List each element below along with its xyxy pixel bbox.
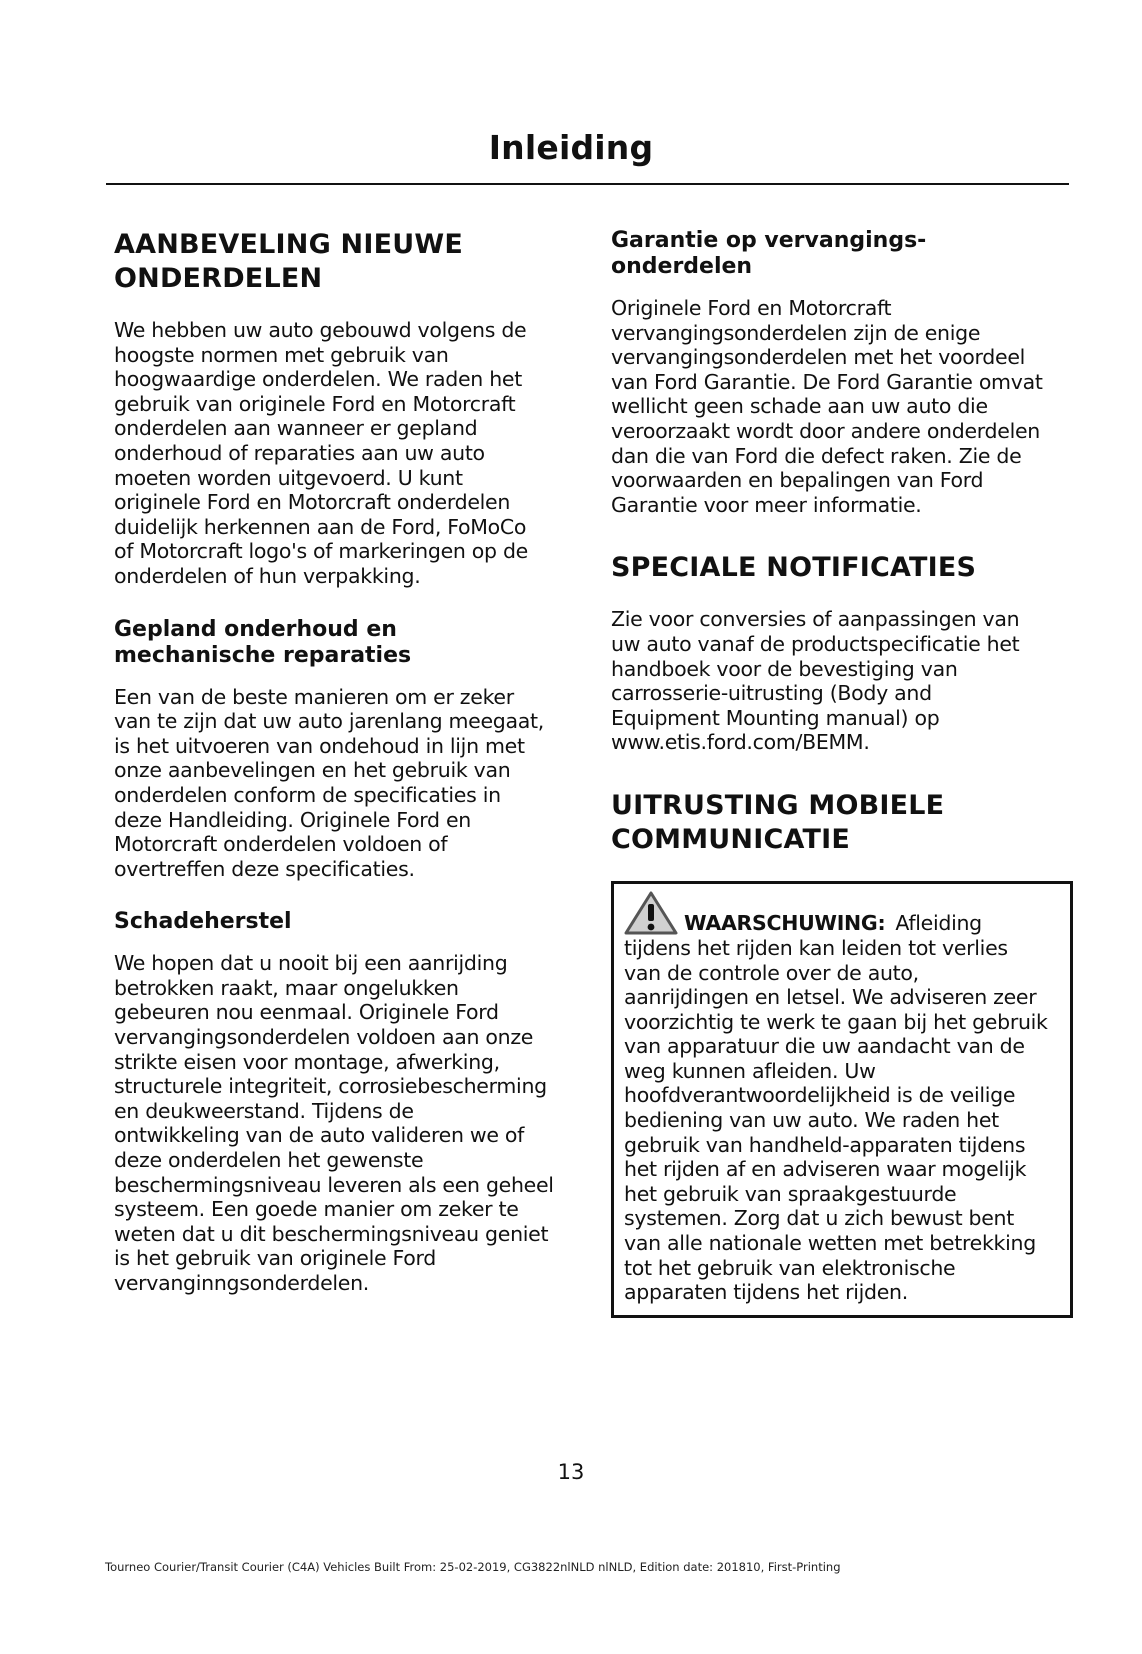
text-line: carrosserie-uitrusting (Body and bbox=[611, 681, 932, 706]
text-line: en deukweerstand. Tijdens de bbox=[114, 1098, 414, 1123]
text-line: veroorzaakt wordt door andere onderdelen bbox=[611, 418, 1040, 443]
text-line: Een van de beste manieren om er zeker bbox=[114, 684, 514, 709]
text-line: vervangingsonderdelen met het voordeel bbox=[611, 345, 1026, 370]
text-line: van te zijn dat uw auto jarenlang meegaat, bbox=[114, 709, 544, 734]
footer-edition-info: Tourneo Courier/Transit Courier (C4A) Vehicles Built From: 25-02-2019, CG3822nlNLD nlNLD, Edition date: 201810, First-Printing bbox=[105, 1560, 841, 1574]
title-divider bbox=[106, 183, 1069, 185]
text-line: het rijden af en adviseren waar mogelijk bbox=[624, 1157, 1027, 1182]
text-line: van Ford Garantie. De Ford Garantie omvat bbox=[611, 369, 1043, 394]
text-line: systemen. Zorg dat u zich bewust bent bbox=[624, 1206, 1014, 1231]
subsection-title-gepland bbox=[114, 617, 574, 669]
text-line: deze Handleiding. Originele Ford en bbox=[114, 807, 471, 832]
right-column bbox=[611, 228, 1073, 1318]
subsection-body-gepland bbox=[114, 685, 574, 882]
left-column bbox=[114, 228, 574, 1296]
text-line: voorzichtig te werk te gaan bij het gebruik bbox=[624, 1009, 1048, 1034]
page-title: Inleiding bbox=[488, 128, 654, 167]
text-line: Zie voor conversies of aanpassingen van bbox=[611, 607, 1020, 632]
text-line: moeten worden uitgevoerd. U kunt bbox=[114, 465, 463, 490]
section-title-uitrusting bbox=[611, 789, 1073, 857]
text-line: onderdelen conform de specificaties in bbox=[114, 782, 501, 807]
text-line: aanrijdingen en letsel. We adviseren zeer bbox=[624, 985, 1037, 1010]
text-line: hoofdverantwoordelijkheid is de veilige bbox=[624, 1083, 1016, 1108]
section-title-aanbeveling bbox=[114, 228, 574, 296]
text-line: onderdelen of hun verpakking. bbox=[114, 563, 421, 588]
subsection-title-line: onderdelen bbox=[611, 254, 753, 279]
section-title-line: COMMUNICATIE bbox=[611, 823, 850, 855]
warning-label: WAARSCHUWING: bbox=[684, 911, 886, 936]
text-line: handboek voor de bevestiging van bbox=[611, 656, 958, 681]
section-body-aanbeveling bbox=[114, 318, 574, 589]
text-line: het gebruik van spraakgestuurde bbox=[624, 1181, 957, 1206]
text-line: onze aanbevelingen en het gebruik van bbox=[114, 758, 511, 783]
text-line: vervangingsonderdelen zijn de enige bbox=[611, 320, 981, 345]
text-line: systeem. Een goede manier om zeker te bbox=[114, 1197, 519, 1222]
text-line: onderdelen aan wanneer er gepland bbox=[114, 416, 478, 441]
text-line: bediening van uw auto. We raden het bbox=[624, 1108, 999, 1133]
text-line: dan die van Ford die defect raken. Zie de bbox=[611, 443, 1022, 468]
warning-header bbox=[624, 890, 1062, 936]
text-line: duidelijk herkennen aan de Ford, FoMoCo bbox=[114, 514, 527, 539]
text-line: deze onderdelen het gewenste bbox=[114, 1148, 424, 1173]
text-line: of Motorcraft logo's of markeringen op de bbox=[114, 539, 528, 564]
text-line: gebeuren nou eenmaal. Originele Ford bbox=[114, 1000, 499, 1025]
section-title-speciale-notificaties: SPECIALE NOTIFICATIES bbox=[611, 552, 977, 584]
text-line: van apparatuur die uw aandacht van de bbox=[624, 1034, 1025, 1059]
warning-box bbox=[611, 881, 1073, 1318]
section-title-line: ONDERDELEN bbox=[114, 263, 323, 294]
section-title-line: AANBEVELING NIEUWE bbox=[114, 229, 463, 260]
text-line: ontwikkeling van de auto valideren we of bbox=[114, 1123, 525, 1148]
text-line: van de controle over de auto, bbox=[624, 960, 919, 985]
text-line: tot het gebruik van elektronische bbox=[624, 1255, 956, 1280]
subsection-title-garantie bbox=[611, 228, 1073, 280]
warning-body bbox=[624, 936, 1062, 1305]
text-line: originele Ford en Motorcraft onderdelen bbox=[114, 490, 511, 515]
warning-first-word: Afleiding bbox=[895, 911, 982, 936]
text-line: Motorcraft onderdelen voldoen of bbox=[114, 832, 448, 857]
text-line: Equipment Mounting manual) op bbox=[611, 705, 940, 730]
text-line: overtreffen deze specificaties. bbox=[114, 856, 415, 881]
text-line: www.etis.ford.com/BEMM. bbox=[611, 730, 870, 755]
text-line: strikte eisen voor montage, afwerking, bbox=[114, 1049, 500, 1074]
text-line: wellicht geen schade aan uw auto die bbox=[611, 394, 988, 419]
text-line: is het gebruik van originele Ford bbox=[114, 1246, 436, 1271]
text-line: onderhoud of reparaties aan uw auto bbox=[114, 440, 485, 465]
subsection-title-schadeherstel: Schadeherstel bbox=[114, 909, 292, 935]
text-line: tijdens het rijden kan leiden tot verlies bbox=[624, 935, 1008, 960]
section-body-speciale-notificaties bbox=[611, 607, 1073, 755]
text-line: vervangingsonderdelen voldoen aan onze bbox=[114, 1025, 534, 1050]
text-line: structurele integriteit, corrosiebescherming bbox=[114, 1074, 547, 1099]
text-line: gebruik van originele Ford en Motorcraft bbox=[114, 391, 516, 416]
text-line: apparaten tijdens het rijden. bbox=[624, 1280, 908, 1305]
text-line: betrokken raakt, maar ongelukken bbox=[114, 975, 459, 1000]
text-line: Garantie voor meer informatie. bbox=[611, 492, 922, 517]
text-line: We hebben uw auto gebouwd volgens de bbox=[114, 318, 527, 342]
text-line: voorwaarden en bepalingen van Ford bbox=[611, 468, 984, 493]
warning-triangle-icon bbox=[624, 890, 678, 936]
text-line: vervanginngsonderdelen. bbox=[114, 1271, 370, 1295]
text-line: hoogwaardige onderdelen. We raden het bbox=[114, 367, 522, 392]
text-line: Originele Ford en Motorcraft bbox=[611, 296, 892, 320]
subsection-body-garantie bbox=[611, 296, 1073, 517]
text-line: is het uitvoeren van ondehoud in lijn met bbox=[114, 733, 525, 758]
subsection-title-line: Gepland onderhoud en bbox=[114, 616, 397, 642]
text-line: weten dat u dit beschermingsniveau geniet bbox=[114, 1221, 549, 1246]
text-line: uw auto vanaf de productspecificatie het bbox=[611, 631, 1020, 656]
text-line: weg kunnen afleiden. Uw bbox=[624, 1058, 876, 1083]
subsection-title-line: mechanische reparaties bbox=[114, 642, 412, 668]
text-line: We hopen dat u nooit bij een aanrijding bbox=[114, 951, 508, 976]
subsection-title-line: Garantie op vervangings- bbox=[611, 228, 927, 253]
text-line: hoogste normen met gebruik van bbox=[114, 342, 449, 367]
text-line: beschermingsniveau leveren als een geheel bbox=[114, 1172, 554, 1197]
text-line: gebruik van handheld-apparaten tijdens bbox=[624, 1132, 1026, 1157]
section-title-line: UITRUSTING MOBIELE bbox=[611, 789, 945, 821]
text-line: van alle nationale wetten met betrekking bbox=[624, 1231, 1036, 1256]
page-number: 13 bbox=[557, 1460, 585, 1484]
subsection-body-schadeherstel bbox=[114, 951, 574, 1295]
